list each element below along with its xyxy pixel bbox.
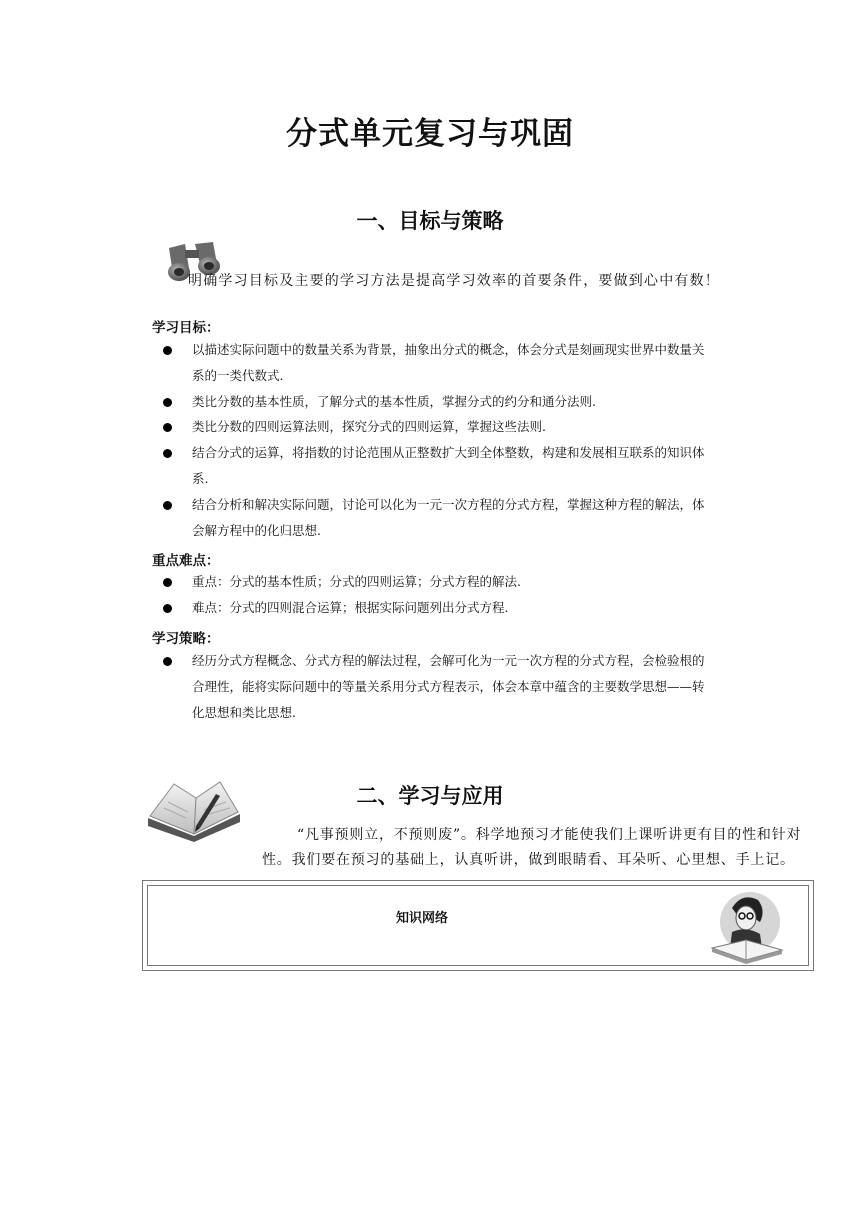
bullet-icon: [163, 604, 172, 613]
strategy-line: 化思想和类比思想.: [192, 705, 296, 720]
key-points-label: 重点难点：: [152, 553, 220, 569]
bullet-icon: [163, 449, 172, 458]
goal-item-3: [192, 414, 732, 440]
strategy-label: 学习策略：: [152, 631, 220, 647]
goal-line: 以描述实际问题中的数量关系为背景，抽象出分式的概念，体会分式是刻画现实世界中数量关: [192, 342, 705, 357]
key-point-2: 难点：分式的四则混合运算；根据实际问题列出分式方程.: [192, 600, 509, 615]
section1-intro: 明确学习目标及主要的学习方法是提高学习效率的首要条件，要做到心中有数！: [188, 273, 720, 289]
page-title: 分式单元复习与巩固: [286, 116, 574, 152]
strategy-line: 合理性，能将实际问题中的等量关系用分式方程表示，体会本章中蕴含的主要数学思想——转: [192, 679, 705, 694]
bullet-icon: [163, 398, 172, 407]
section1-heading: 一、目标与策略: [356, 209, 504, 233]
bullet-icon: [163, 501, 172, 510]
bullet-icon: [163, 657, 172, 666]
goal-item-1: [192, 337, 732, 389]
strategy-item: [192, 648, 732, 726]
bullet-icon: [163, 346, 172, 355]
goal-line: 会解方程中的化归思想.: [192, 523, 321, 538]
goal-line: 结合分析和解决实际问题，讨论可以化为一元一次方程的分式方程，掌握这种方程的解法，体: [192, 497, 705, 512]
goal-line: 结合分式的运算，将指数的讨论范围从正整数扩大到全体整数，构建和发展相互联系的知识体: [192, 445, 705, 460]
goal-line: 系.: [192, 471, 209, 486]
goal-line: 类比分数的基本性质，了解分式的基本性质，掌握分式的约分和通分法则.: [192, 394, 596, 409]
section2-heading: 二、学习与应用: [356, 784, 504, 808]
goals-label: 学习目标：: [152, 320, 220, 336]
strategy-line: 经历分式方程概念、分式方程的解法过程，会解可化为一元一次方程的分式方程，会检验根的: [192, 653, 705, 668]
bullet-icon: [163, 423, 172, 432]
goal-line: 系的一类代数式.: [192, 368, 284, 383]
goal-item-2: [192, 389, 732, 415]
goal-item-5: [192, 492, 732, 544]
goal-item-4: [192, 440, 732, 492]
prep-text-line1: “凡事预则立，不预则废”。科学地预习才能使我们上课听讲更有目的性和针对: [297, 827, 802, 843]
knowledge-network-label: 知识网络: [396, 911, 449, 926]
goal-line: 类比分数的四则运算法则，探究分式的四则运算，掌握这些法则.: [192, 419, 546, 434]
prep-text-line2: 性。我们要在预习的基础上，认真听讲，做到眼睛看、耳朵听、心里想、手上记。: [262, 852, 795, 868]
student-reading-icon: [706, 888, 786, 964]
key-point-1: 重点：分式的基本性质；分式的四则运算；分式方程的解法.: [192, 574, 521, 589]
bullet-icon: [163, 578, 172, 587]
